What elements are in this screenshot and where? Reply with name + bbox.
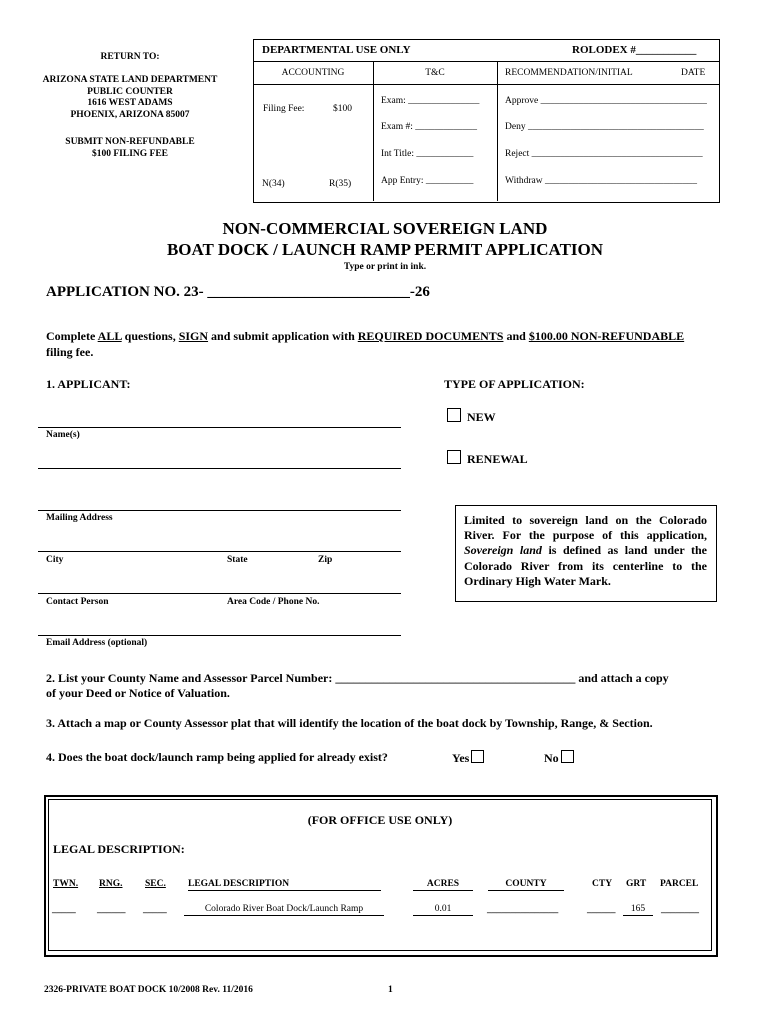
cty-value[interactable]: ______ (587, 905, 616, 915)
col-twn: TWN. (53, 879, 79, 889)
col-acres: ACRES (413, 879, 473, 891)
reject-field[interactable]: Reject ____________________________________ (505, 149, 703, 159)
col-rng: RNG. (99, 879, 123, 889)
legal-description-value[interactable]: Colorado River Boat Dock/Launch Ramp (184, 904, 384, 916)
office-use-heading: (FOR OFFICE USE ONLY) (307, 813, 453, 827)
notice-text: is defined as land under the Colorado River from its centerline to the Ordinary High Water Mark. (464, 543, 707, 588)
no-checkbox[interactable] (561, 750, 574, 763)
filing-fee-label: Filing Fee: (263, 104, 305, 114)
no-label: No (544, 751, 559, 765)
instructions-text: questions, (121, 329, 179, 343)
col-tc: T&C (425, 68, 445, 78)
names-line[interactable] (38, 427, 401, 428)
legal-description-heading: LEGAL DESCRIPTION: (53, 842, 185, 856)
mailing-address-label: Mailing Address (46, 513, 113, 523)
address-line: PUBLIC COUNTER (87, 86, 173, 97)
new-label: NEW (467, 410, 496, 424)
zip-label: Zip (318, 555, 333, 565)
deny-field[interactable]: Deny _____________________________________ (505, 122, 704, 132)
applicant-heading: 1. APPLICANT: (46, 377, 131, 391)
col-county: COUNTY (488, 879, 564, 891)
approve-field[interactable]: Approve ___________________________________ (505, 96, 707, 106)
instructions-sign: SIGN (178, 329, 209, 343)
col-accounting: ACCOUNTING (281, 68, 345, 78)
departmental-title: DEPARTMENTAL USE ONLY (262, 44, 411, 56)
col-parcel: PARCEL (660, 879, 699, 889)
instructions-all: ALL (97, 329, 122, 343)
filing-fee-value: $100 (333, 104, 352, 114)
exam-number-field[interactable]: Exam #: _____________ (381, 122, 478, 132)
county-value[interactable]: _______________ (487, 905, 559, 915)
form-title-line1: NON-COMMERCIAL SOVEREIGN LAND (222, 219, 548, 238)
city-state-zip-line[interactable] (38, 551, 401, 552)
instructions-required-docs: REQUIRED DOCUMENTS (357, 329, 504, 343)
fee-line: SUBMIT NON-REFUNDABLE (65, 137, 195, 147)
contact-line[interactable] (38, 593, 401, 594)
address-line: PHOENIX, ARIZONA 85007 (70, 109, 190, 120)
email-line[interactable] (38, 635, 401, 636)
address-line: ARIZONA STATE LAND DEPARTMENT (42, 75, 218, 85)
col-recommendation: RECOMMENDATION/INITIAL (505, 68, 633, 78)
rolodex-field[interactable]: ROLODEX #___________ (572, 44, 697, 56)
new-checkbox[interactable] (447, 408, 461, 422)
mailing-address-line[interactable] (38, 510, 401, 511)
acres-value[interactable]: 0.01 (413, 904, 473, 916)
yes-checkbox[interactable] (471, 750, 484, 763)
instructions-text: and submit application with (208, 329, 358, 343)
withdraw-field[interactable]: Withdraw ________________________________ (505, 176, 697, 186)
form-subtitle: Type or print in ink. (343, 262, 427, 272)
address-line: 1616 WEST ADAMS (87, 98, 173, 108)
question-2-cont: of your Deed or Notice of Valuation. (46, 686, 230, 700)
col-sec: SEC. (145, 879, 166, 889)
col-cty: CTY (592, 879, 613, 889)
yes-option[interactable] (452, 750, 484, 766)
col-date: DATE (681, 68, 706, 78)
names-label: Name(s) (46, 430, 80, 440)
n34-label: N(34) (262, 179, 285, 189)
question-2: 2. List your County Name and Assessor Parcel Number: ________________________________________ and attach a copy (46, 671, 669, 685)
fee-line: $100 FILING FEE (91, 148, 168, 159)
application-number-field[interactable]: APPLICATION NO. 23- ___________________________-26 (46, 284, 430, 300)
no-option[interactable] (544, 750, 574, 766)
sec-value[interactable]: _____ (143, 905, 167, 915)
question-3: 3. Attach a map or County Assessor plat that will identify the location of the boat dock by Township, Range, & Section. (46, 716, 653, 730)
instructions-text: filing fee. (46, 345, 94, 359)
yes-label: Yes (452, 751, 470, 765)
notice-text: Limited to sovereign land on the Colorado River. For the purpose of this application, (464, 513, 707, 543)
return-to-heading: RETURN TO: (100, 52, 160, 62)
col-legal-description: LEGAL DESCRIPTION (188, 879, 381, 891)
instructions (46, 328, 736, 360)
renewal-checkbox[interactable] (447, 450, 461, 464)
r35-label: R(35) (329, 179, 352, 189)
email-label: Email Address (optional) (46, 638, 148, 648)
question-4: 4. Does the boat dock/launch ramp being applied for already exist? (46, 750, 388, 764)
app-entry-field[interactable]: App Entry: __________ (381, 176, 474, 186)
page-number: 1 (388, 985, 393, 995)
rng-value[interactable]: ______ (97, 905, 126, 915)
twn-value[interactable]: _____ (52, 905, 76, 915)
return-to-address (20, 75, 240, 121)
instructions-fee: $100.00 NON-REFUNDABLE (528, 329, 685, 343)
contact-person-label: Contact Person (46, 597, 109, 607)
fee-notice (30, 137, 230, 160)
form-number: 2326-PRIVATE BOAT DOCK 10/2008 Rev. 11/2016 (44, 985, 253, 995)
instructions-text: and (503, 329, 529, 343)
col-grt: GRT (626, 879, 647, 889)
int-title-field[interactable]: Int Title: ____________ (381, 149, 474, 159)
state-label: State (227, 555, 248, 565)
phone-label: Area Code / Phone No. (227, 597, 320, 607)
exam-field[interactable]: Exam: _______________ (381, 96, 480, 106)
city-label: City (46, 555, 64, 565)
names-line-2[interactable] (38, 468, 401, 469)
type-of-application-heading: TYPE OF APPLICATION: (444, 377, 585, 391)
grt-value[interactable]: 165 (623, 904, 653, 916)
renewal-label: RENEWAL (467, 452, 528, 466)
form-title-line2: BOAT DOCK / LAUNCH RAMP PERMIT APPLICATION (166, 240, 604, 259)
sovereign-land-notice (464, 513, 707, 589)
notice-emphasis: Sovereign land (464, 543, 542, 558)
parcel-value[interactable]: ________ (661, 905, 699, 915)
instructions-text: Complete (46, 329, 98, 343)
